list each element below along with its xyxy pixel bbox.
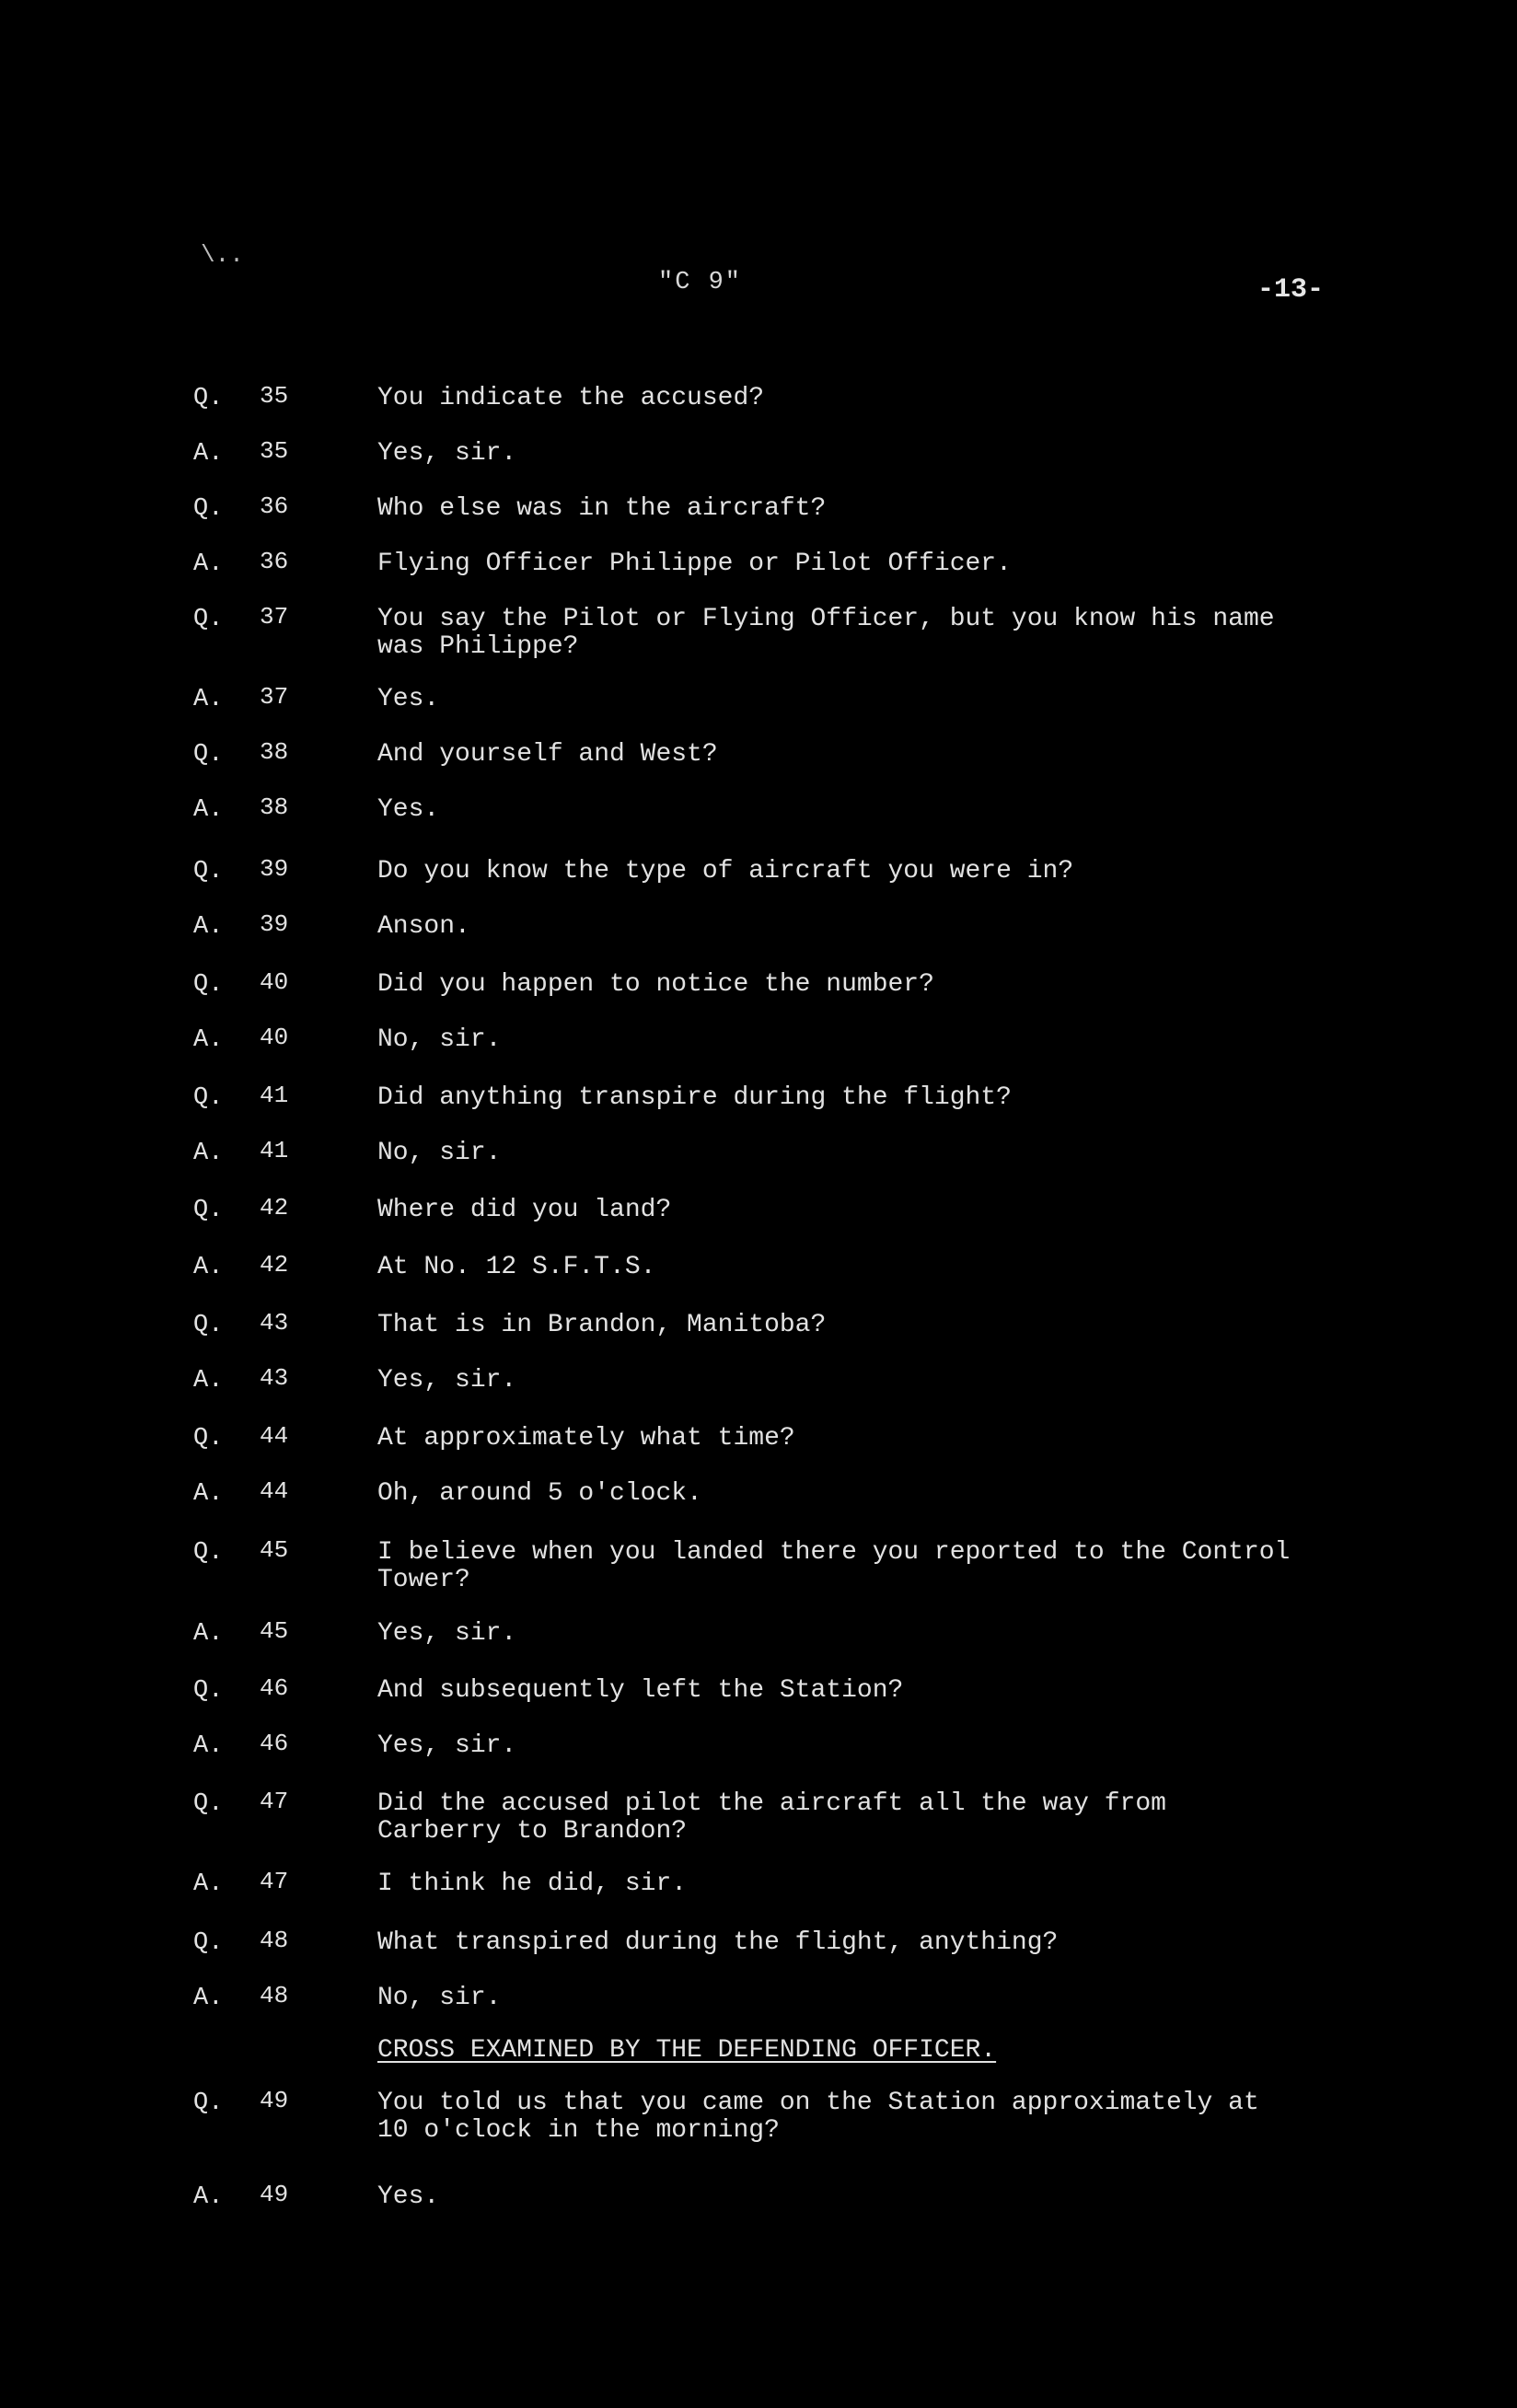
entry-label: Q.: [193, 606, 224, 633]
answer-text: Yes, sir.: [377, 1366, 517, 1395]
entry-label: A.: [193, 686, 224, 713]
entry-label: Q.: [193, 741, 224, 769]
question-text: And subsequently left the Station?: [377, 1676, 904, 1705]
entry-number: 42: [260, 1251, 289, 1279]
entry-number: 38: [260, 793, 289, 821]
answer-text: Yes.: [377, 685, 440, 713]
entry-label: Q.: [193, 1197, 224, 1224]
entry-number: 37: [260, 683, 289, 711]
question-text: Did the accused pilot the aircraft all the way from Carberry to Brandon?: [377, 1789, 1166, 1846]
entry-label: A.: [193, 1732, 224, 1760]
answer-text: At No. 12 S.F.T.S.: [377, 1253, 656, 1281]
question-text: You say the Pilot or Flying Officer, but you know his name was Philippe?: [377, 605, 1275, 661]
corner-mark: \..: [201, 241, 244, 269]
entry-number: 36: [260, 492, 289, 520]
entry-number: 39: [260, 855, 289, 883]
answer-text: Yes, sir.: [377, 1731, 517, 1760]
entry-number: 47: [260, 1868, 289, 1895]
entry-label: A.: [193, 1367, 224, 1395]
entry-label: Q.: [193, 1084, 224, 1112]
answer-text: I think he did, sir.: [377, 1870, 688, 1898]
question-text: And yourself and West?: [377, 740, 718, 769]
entry-number: 38: [260, 738, 289, 766]
entry-label: Q.: [193, 1425, 224, 1453]
entry-label: A.: [193, 2183, 224, 2211]
entry-number: 47: [260, 1788, 289, 1815]
entry-number: 35: [260, 437, 289, 465]
entry-number: 35: [260, 382, 289, 410]
entry-number: 43: [260, 1364, 289, 1392]
entry-number: 43: [260, 1309, 289, 1337]
entry-number: 48: [260, 1927, 289, 1954]
question-text: You told us that you came on the Station approximately at 10 o'clock in the morning?: [377, 2089, 1259, 2145]
entry-label: Q.: [193, 971, 224, 999]
entry-number: 40: [260, 968, 289, 996]
entry-number: 49: [260, 2087, 289, 2114]
answer-text: Yes.: [377, 795, 440, 824]
answer-text: Yes.: [377, 2182, 440, 2211]
answer-text: No, sir.: [377, 1139, 502, 1167]
question-text: Do you know the type of aircraft you were in?: [377, 857, 1074, 886]
entry-label: Q.: [193, 1677, 224, 1705]
question-text: You indicate the accused?: [377, 384, 765, 412]
entry-number: 41: [260, 1082, 289, 1109]
question-text: Where did you land?: [377, 1196, 672, 1224]
entry-number: 45: [260, 1536, 289, 1564]
answer-text: Oh, around 5 o'clock.: [377, 1479, 702, 1508]
entry-label: A.: [193, 1026, 224, 1054]
page-number: -13-: [1257, 274, 1325, 306]
entry-label: Q.: [193, 1312, 224, 1339]
entry-label: Q.: [193, 495, 224, 523]
entry-label: Q.: [193, 1790, 224, 1818]
question-text: Did anything transpire during the flight?: [377, 1083, 1012, 1112]
entry-number: 36: [260, 548, 289, 575]
entry-number: 44: [260, 1477, 289, 1505]
entry-number: 45: [260, 1617, 289, 1645]
question-text: At approximately what time?: [377, 1424, 795, 1453]
entry-label: A.: [193, 1620, 224, 1648]
answer-text: Yes, sir.: [377, 439, 517, 468]
answer-text: No, sir.: [377, 1025, 502, 1054]
entry-label: Q.: [193, 2090, 224, 2117]
entry-label: A.: [193, 1985, 224, 2012]
question-text: What transpired during the flight, anything?: [377, 1928, 1059, 1957]
entry-number: 37: [260, 603, 289, 631]
entry-label: A.: [193, 440, 224, 468]
entry-label: A.: [193, 1480, 224, 1508]
entry-number: 46: [260, 1674, 289, 1702]
answer-text: Yes, sir.: [377, 1619, 517, 1648]
answer-text: Anson.: [377, 912, 470, 941]
entry-label: A.: [193, 1870, 224, 1898]
entry-label: A.: [193, 913, 224, 941]
cross-exam-heading: CROSS EXAMINED BY THE DEFENDING OFFICER.: [377, 2036, 997, 2065]
entry-number: 48: [260, 1982, 289, 2009]
entry-number: 49: [260, 2181, 289, 2208]
answer-text: No, sir.: [377, 1984, 502, 2012]
entry-number: 44: [260, 1422, 289, 1450]
question-text: I believe when you landed there you reported to the Control Tower?: [377, 1538, 1291, 1594]
entry-label: A.: [193, 1254, 224, 1281]
entry-label: Q.: [193, 1539, 224, 1567]
exhibit-reference: "C 9": [658, 269, 743, 296]
entry-label: A.: [193, 796, 224, 824]
question-text: Who else was in the aircraft?: [377, 494, 827, 523]
entry-label: Q.: [193, 385, 224, 412]
question-text: That is in Brandon, Manitoba?: [377, 1311, 827, 1339]
question-text: Did you happen to notice the number?: [377, 970, 934, 999]
entry-label: A.: [193, 1140, 224, 1167]
entry-number: 41: [260, 1137, 289, 1164]
entry-number: 39: [260, 910, 289, 938]
answer-text: Flying Officer Philippe or Pilot Officer.: [377, 550, 1012, 578]
entry-label: Q.: [193, 858, 224, 886]
entry-label: A.: [193, 550, 224, 578]
entry-number: 46: [260, 1730, 289, 1757]
entry-label: Q.: [193, 1929, 224, 1957]
entry-number: 40: [260, 1024, 289, 1051]
entry-number: 42: [260, 1194, 289, 1221]
